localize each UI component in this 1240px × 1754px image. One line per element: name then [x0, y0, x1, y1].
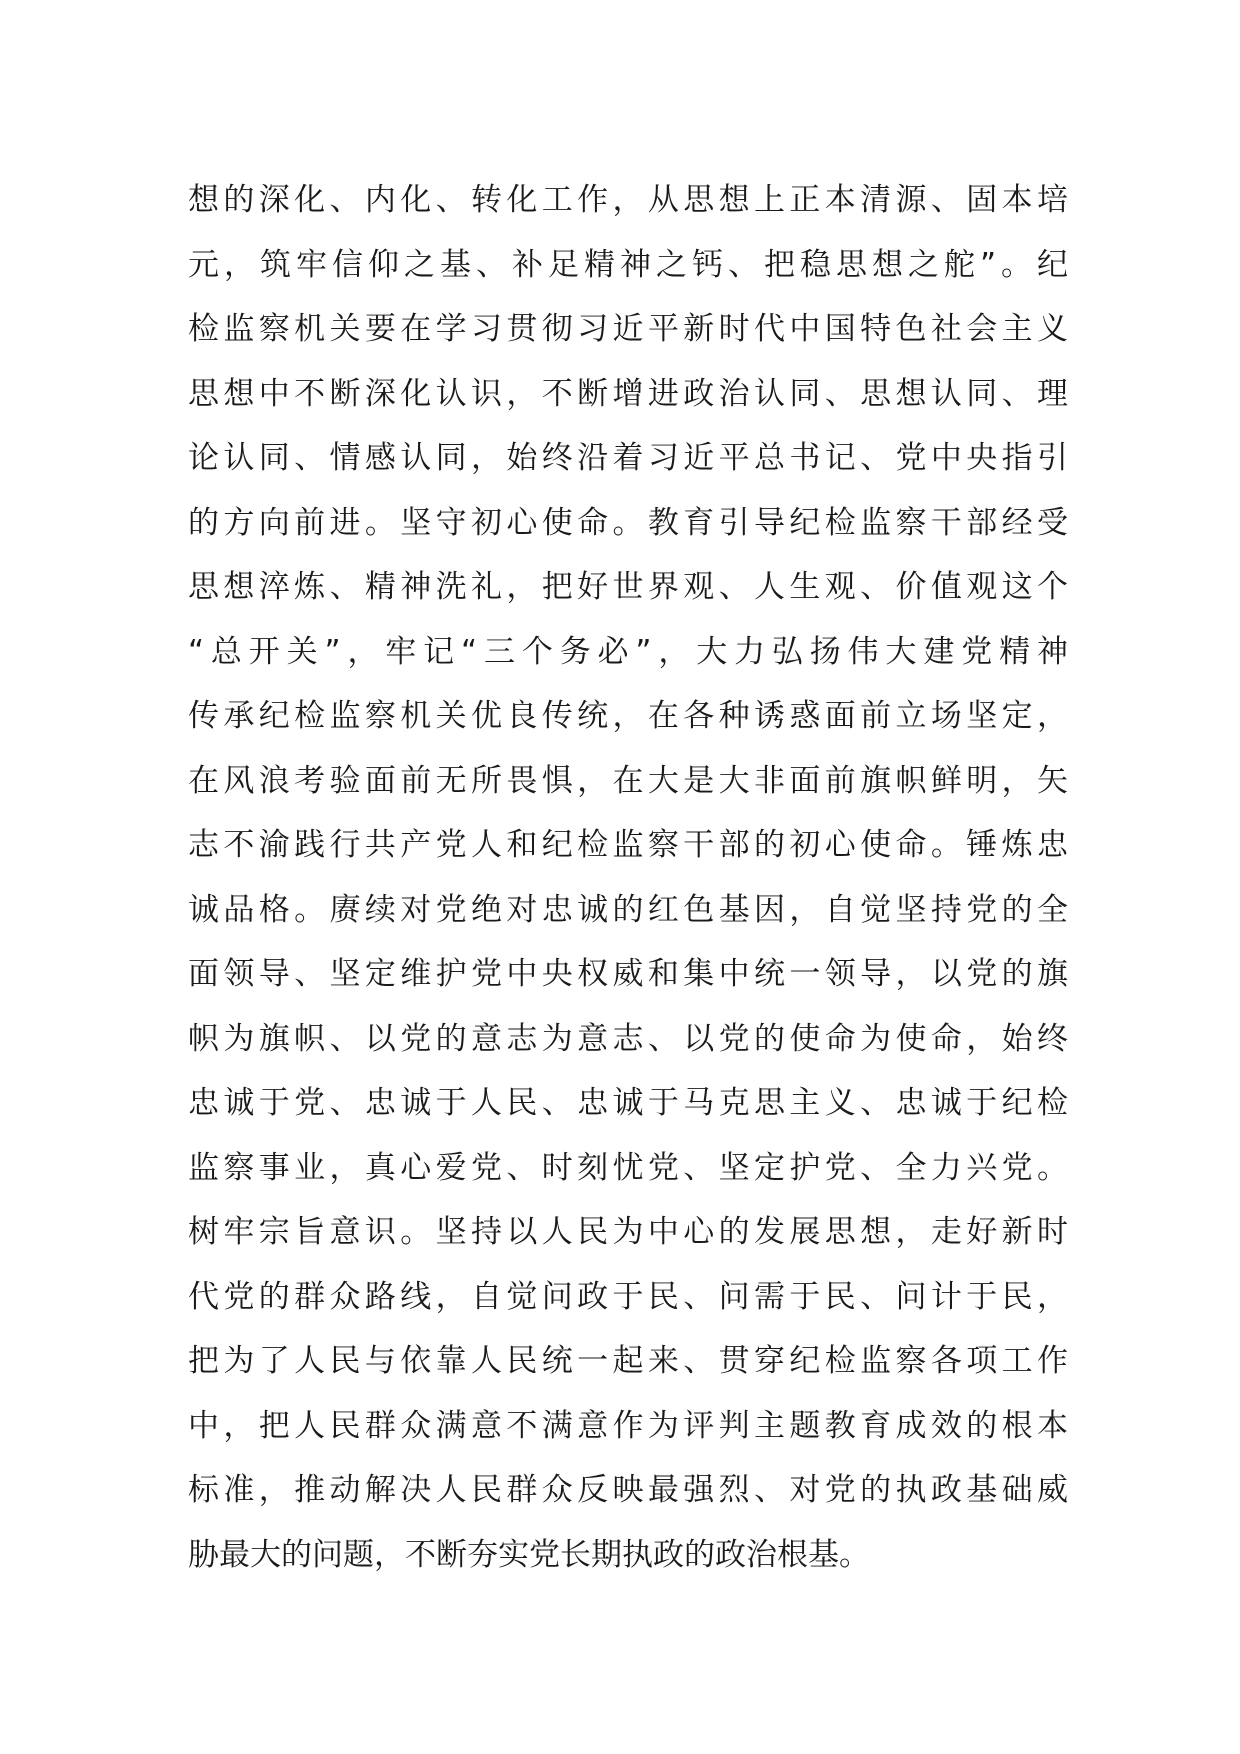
text-line: 中，把人民群众满意不满意作为评判主题教育成效的根本	[188, 1407, 1068, 1444]
text-line: 标准，推动解决人民群众反映最强烈、对党的执政基础威	[188, 1472, 1068, 1508]
text-line: 检监察机关要在学习贯彻习近平新时代中国特色社会主义	[188, 311, 1068, 347]
text-line: 代党的群众路线，自觉问政于民、问需于民、问计于民，	[188, 1278, 1068, 1315]
text-line: 元，筑牢信仰之基、补足精神之钙、把稳思想之舵”。纪	[188, 246, 1068, 283]
text-line: 帜为旗帜、以党的意志为意志、以党的使命为使命，始终	[188, 1020, 1068, 1057]
text-line: 的方向前进。坚守初心使命。教育引导纪检监察干部经受	[188, 504, 1068, 541]
text-line: 忠诚于党、忠诚于人民、忠诚于马克思主义、忠诚于纪检	[188, 1085, 1068, 1121]
text-line: 胁最大的问题，不断夯实党长期执政的政治根基。	[188, 1536, 870, 1573]
text-line: 传承纪检监察机关优良传统，在各种诱惑面前立场坚定，	[188, 698, 1068, 734]
text-line: 面领导、坚定维护党中央权威和集中统一领导，以党的旗	[188, 956, 1068, 992]
text-line: 论认同、情感认同，始终沿着习近平总书记、党中央指引	[188, 440, 1068, 476]
body-text	[188, 168, 1068, 1587]
text-line: 想的深化、内化、转化工作，从思想上正本清源、固本培	[188, 182, 1068, 218]
text-line: 把为了人民与依靠人民统一起来、贯穿纪检监察各项工作	[188, 1343, 1068, 1379]
text-line: 诚品格。赓续对党绝对忠诚的红色基因，自觉坚持党的全	[188, 891, 1068, 928]
text-line: 志不渝践行共产党人和纪检监察干部的初心使命。锤炼忠	[188, 827, 1068, 863]
text-line: 监察事业，真心爱党、时刻忧党、坚定护党、全力兴党。	[188, 1149, 1068, 1186]
text-line: “总开关”，牢记“三个务必”，大力弘扬伟大建党精神	[188, 633, 1068, 670]
text-line: 思想中不断深化认识，不断增进政治认同、思想认同、理	[188, 375, 1068, 412]
text-line: 在风浪考验面前无所畏惧，在大是大非面前旗帜鲜明，矢	[188, 762, 1068, 799]
text-line: 思想淬炼、精神洗礼，把好世界观、人生观、价值观这个	[188, 569, 1068, 605]
text-line: 树牢宗旨意识。坚持以人民为中心的发展思想，走好新时	[188, 1214, 1068, 1250]
